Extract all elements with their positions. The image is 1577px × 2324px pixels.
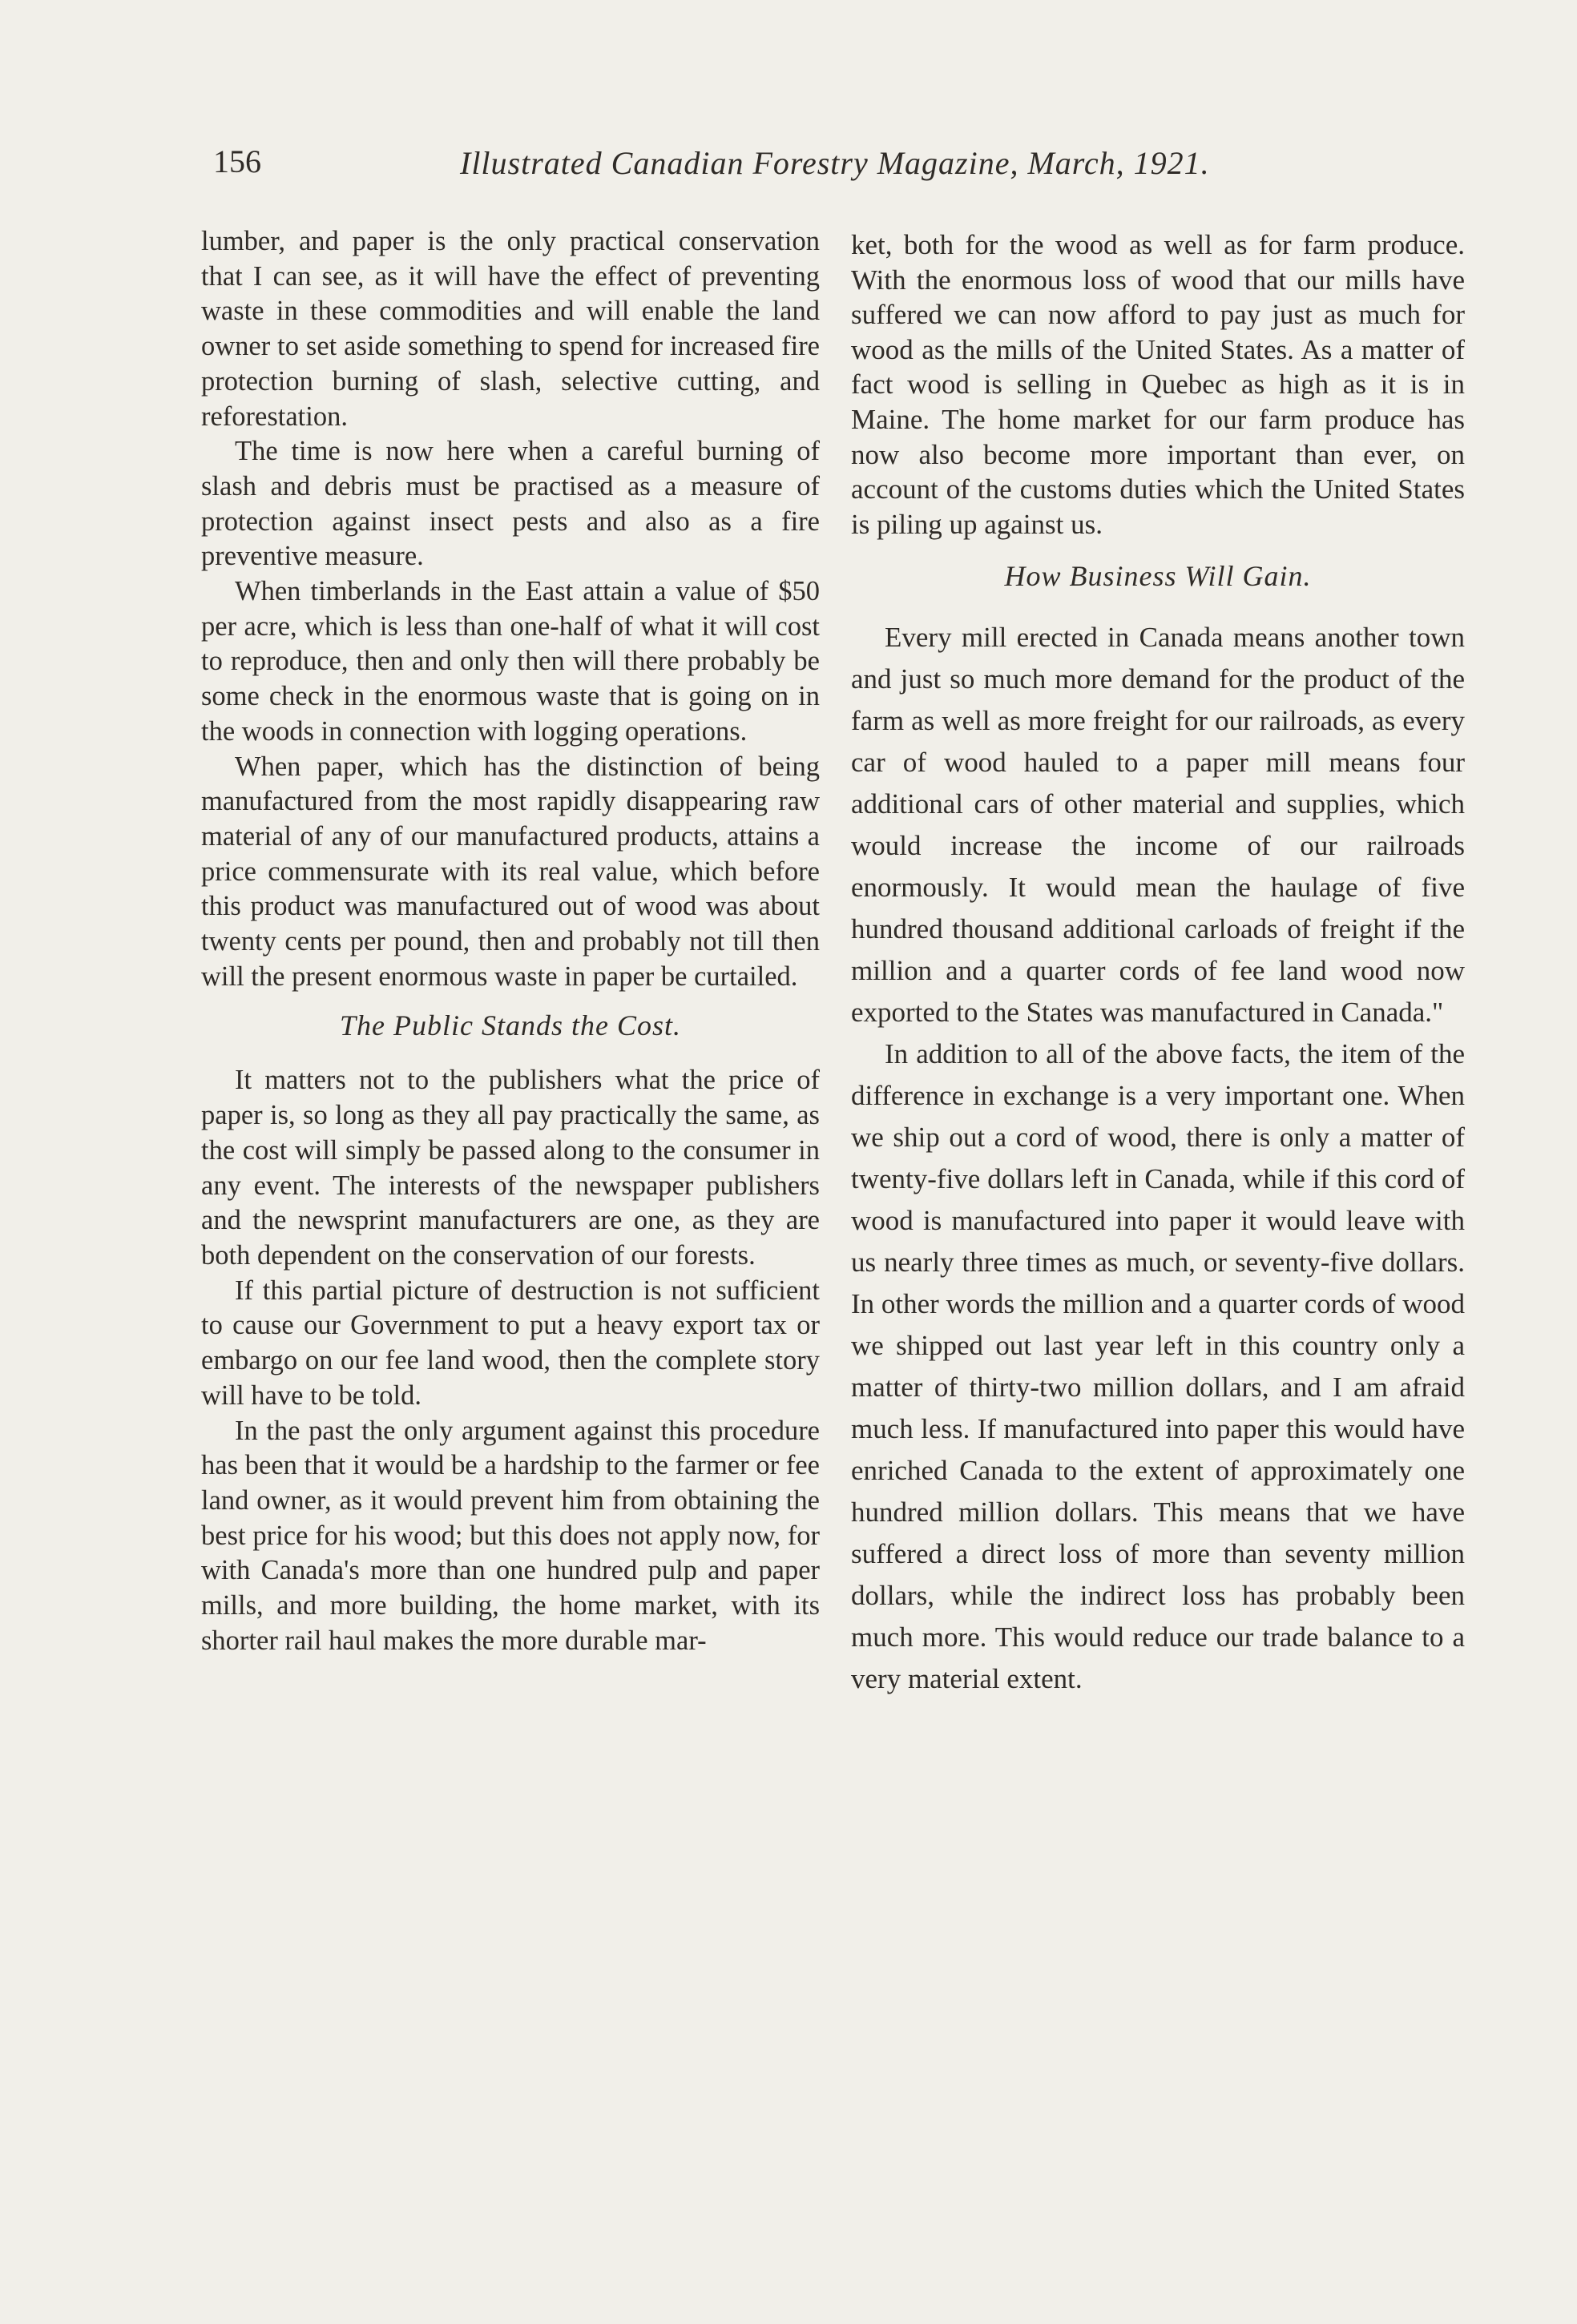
paragraph: Every mill erected in Canada means another town and just so much more demand for the product of the farm as well as more freight for our railroads, as every car of wood hauled to a paper mill means four additional cars of other material and supplies, which would increase the income of our railroads enormously. It would mean the haulage of five hundred thousand additional carloads of freight if the million and a quarter cords of fee land wood now exported to the States was manufactured in Canada." [851,622,1465,1029]
page-header [213,143,1287,191]
section-heading: How Business Will Gain. [1004,560,1312,593]
paragraph: ket, both for the wood as well as for farm produce. With the enormous loss of wood that our mills have suffered we can now afford to pay just as much for wood as the mills of the United States. As a matter of fact wood is selling in Quebec as high as it is in Maine. The home market for our farm produce has now also become more important than ever, on account of the customs duties which the United States is piling up against us. [851,229,1465,540]
right-column [851,228,1465,1700]
section-heading: The Public Stands the Cost. [340,1009,681,1042]
paragraph: lumber, and paper is the only practical conservation that I can see, as it will have the effect of preventing waste in these commodities and will enable the land owner to set aside something to spend for increased fire protection burning of slash, selective cutting, and reforestation. [201,226,820,432]
paragraph: When paper, which has the distinction of being manufactured from the most rapidly disappearing raw material of any of our manufactured products, attains a price commensurate with its real value, which before this product was manufactured out of wood was about twenty cents per pound, then and probably not till then will the present enormous waste in paper be curtailed. [201,751,820,992]
paragraph: In the past the only argument against this procedure has been that it would be a hardship to the farmer or fee land owner, as it would prevent him from obtaining the best price for his wood; but this does not apply now, for with Canada's more than one hundred pulp and paper mills, and more building, the home market, with its shorter rail haul makes the more durable mar- [201,1415,820,1656]
running-title: Illustrated Canadian Forestry Magazine, March, 1921. [460,145,1210,181]
paragraph: The time is now here when a careful burning of slash and debris must be practised as a measure of protection against insect pests and also as a fire preventive measure. [201,436,820,572]
page-number: 156 [213,143,261,179]
paragraph: If this partial picture of destruction is not sufficient to cause our Government to put a heavy export tax or embargo on our fee land wood, then the complete story will have to be told. [201,1275,820,1411]
paragraph: It matters not to the publishers what the price of paper is, so long as they all pay practically the same, as the cost will simply be passed along to the consumer in any event. The interests of the newspaper publishers and the newsprint manufacturers are one, as they are both dependent on the conservation of our forests. [201,1065,820,1271]
paragraph: In addition to all of the above facts, the item of the difference in exchange is a very important one. When we ship out a cord of wood, there is only a matter of twenty-five dollars left in Canada, while if this cord of wood is manufactured into paper it would leave with us nearly three times as much, or seventy-five dollars. In other words the million and a quarter cords of wood we shipped out last year left in this country only a matter of thirty-two million dollars, and I am afraid much less. If manufactured into paper this would have enriched Canada to the extent of approximately one hundred million dollars. This means that we have suffered a direct loss of more than seventy million dollars, while the indirect loss has probably been much more. This would reduce our trade balance to a very material extent. [851,1038,1465,1695]
paragraph: When timberlands in the East attain a value of $50 per acre, which is less than one-half of what it will cost to reproduce, then and only then will there probably be some check in the enormous waste that is going on in the woods in connection with logging operations. [201,576,820,747]
left-column [201,224,820,1658]
